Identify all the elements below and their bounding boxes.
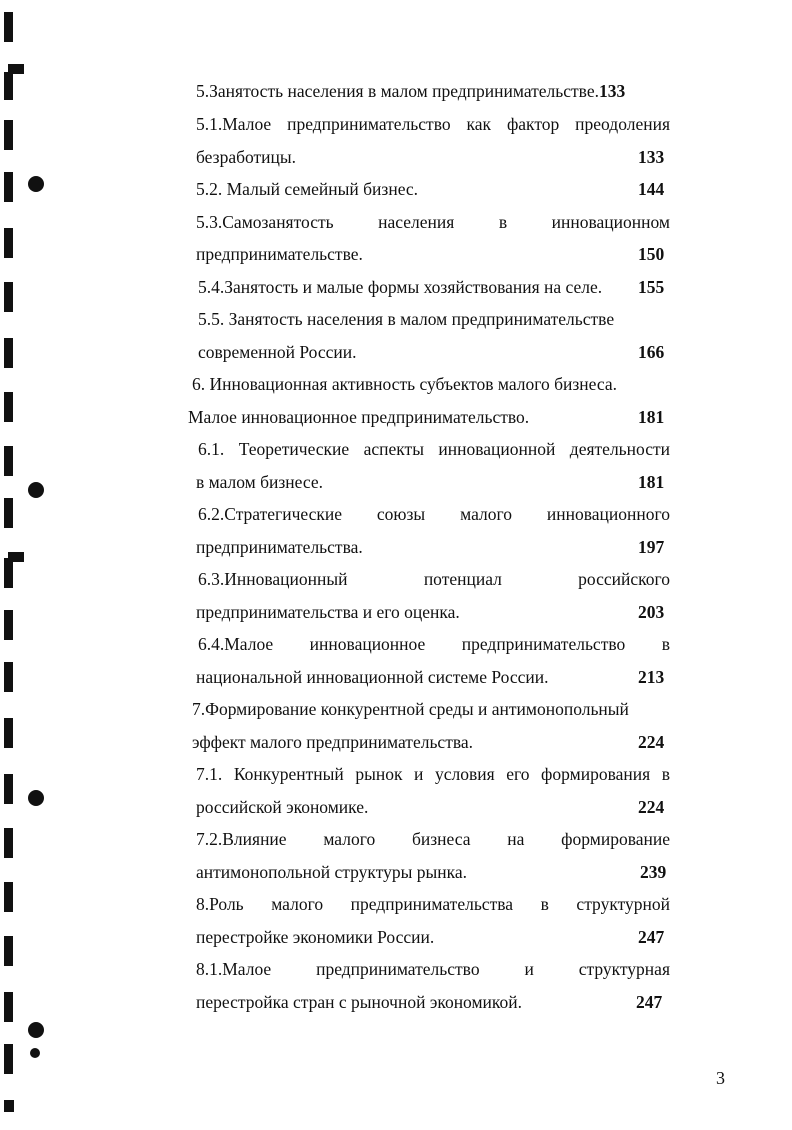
binding-mark: [4, 662, 13, 692]
toc-page-number: 144: [638, 179, 665, 199]
binding-mark: [4, 1044, 13, 1074]
binding-mark: [4, 1100, 14, 1112]
toc-entry-title: 5.Занятость населения в малом предпринимательстве.: [196, 81, 599, 101]
toc-entry-5-5-cont: современной России.: [198, 342, 357, 362]
binding-mark: [4, 774, 13, 804]
toc-page-number: 239: [640, 862, 667, 882]
binding-mark: [4, 446, 13, 476]
binding-mark: [4, 558, 13, 588]
toc-entry-6-1: 6.1. Теоретические аспекты инновационной деятельности: [198, 439, 670, 459]
toc-entry-7-1-cont: российской экономике.: [196, 797, 369, 817]
binding-mark: [4, 228, 13, 258]
toc-entry-5-2: 5.2. Малый семейный бизнес.: [196, 179, 419, 199]
binding-mark: [4, 882, 13, 912]
toc-entry-6-3-cont: предпринимательства и его оценка.: [196, 602, 460, 622]
toc-entry-5-3: 5.3.Самозанятость населения в инновационном: [196, 212, 670, 232]
binding-mark: [4, 936, 13, 966]
toc-page-number: 247: [638, 927, 665, 947]
toc-page-number: 166: [638, 342, 665, 362]
toc-entry-5-5: 5.5. Занятость населения в малом предпринимательстве: [198, 309, 615, 329]
binding-hole: [28, 1022, 44, 1038]
toc-entry-5-3-cont: предпринимательстве.: [196, 244, 363, 264]
binding-mark: [4, 828, 13, 858]
toc-page-number: 213: [638, 667, 665, 687]
toc-entry-6-4-cont: национальной инновационной системе России.: [196, 667, 549, 687]
toc-page-number: 197: [638, 537, 665, 557]
toc-page-number: 155: [638, 277, 665, 297]
binding-mark: [4, 392, 13, 422]
binding-mark: [4, 610, 13, 640]
binding-mark: [4, 282, 13, 312]
toc-entry-7-2: 7.2.Влияние малого бизнеса на формирование: [196, 829, 670, 849]
toc-page-number: 224: [638, 797, 665, 817]
toc-entry-7: 7.Формирование конкурентной среды и антимонопольный: [192, 699, 629, 719]
toc-entry-6-4: 6.4.Малое инновационное предпринимательство в: [198, 634, 670, 654]
binding-mark: [4, 718, 13, 748]
toc-page-number: 133: [598, 81, 626, 101]
toc-entry-6-3: 6.3.Инновационный потенциал российского: [198, 569, 670, 589]
toc-entry-7-cont: эффект малого предпринимательства.: [192, 732, 474, 752]
toc-entry-5-1: 5.1.Малое предпринимательство как фактор преодоления: [196, 114, 670, 134]
toc-page-number: 181: [638, 407, 665, 427]
toc-entry-6-cont: Малое инновационное предпринимательство.: [188, 407, 530, 427]
toc-entry-5-1-cont: [196, 146, 296, 168]
binding-hole: [28, 176, 44, 192]
toc-entry-6-2: 6.2.Стратегические союзы малого инновационного: [198, 504, 670, 524]
toc-page-number: 133: [638, 147, 665, 167]
binding-mark: [4, 338, 13, 368]
binding-mark: [4, 72, 13, 100]
toc-page-number: 181: [638, 472, 665, 492]
binding-mark: [4, 12, 13, 42]
binding-mark: [4, 498, 13, 528]
toc-entry-5: [196, 80, 625, 102]
binding-mark: [4, 992, 13, 1022]
toc-entry-6: 6. Инновационная активность субъектов малого бизнеса.: [192, 374, 617, 394]
binding-mark: [30, 1048, 40, 1058]
toc-entry-title: безработицы.: [196, 147, 297, 167]
toc-entry-8-1-cont: перестройка стран с рыночной экономикой.: [196, 992, 523, 1012]
toc-entry-6-2-cont: предпринимательства.: [196, 537, 363, 557]
toc-entry-8: 8.Роль малого предпринимательства в структурной: [196, 894, 670, 914]
toc-entry-6-1-cont: в малом бизнесе.: [196, 472, 323, 492]
binding-hole: [28, 482, 44, 498]
binding-mark: [4, 120, 13, 150]
toc-page-number: 247: [636, 992, 663, 1012]
toc-entry-7-1: 7.1. Конкурентный рынок и условия его формирования в: [196, 764, 670, 784]
toc-entry-7-2-cont: антимонопольной структуры рынка.: [196, 862, 468, 882]
page-number: 3: [716, 1068, 725, 1088]
toc-page-number: 150: [638, 244, 665, 264]
toc-entry-8-1: 8.1.Малое предпринимательство и структурная: [196, 959, 670, 979]
binding-hole: [28, 790, 44, 806]
toc-page-number: 224: [638, 732, 665, 752]
toc-page-number: 203: [638, 602, 665, 622]
binding-mark: [4, 172, 13, 202]
toc-entry-8-cont: перестройке экономики России.: [196, 927, 435, 947]
toc-entry-5-4: 5.4.Занятость и малые формы хозяйствования на селе.: [198, 277, 603, 297]
